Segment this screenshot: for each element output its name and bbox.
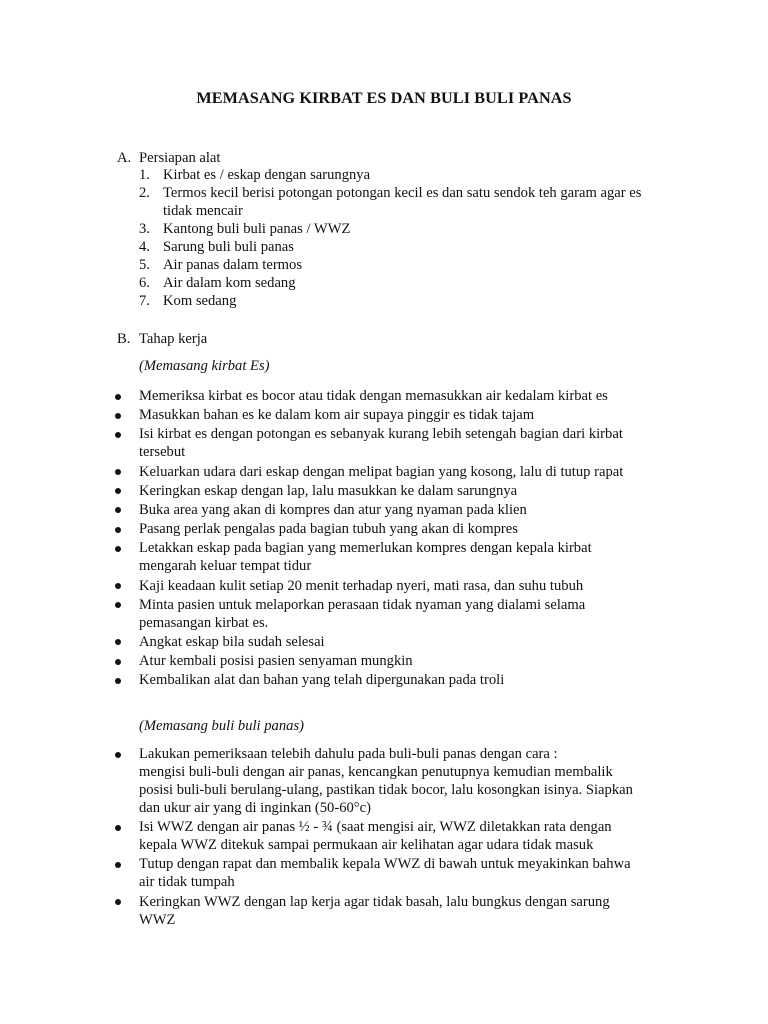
bullet-icon xyxy=(115,639,121,645)
buli-step xyxy=(115,893,675,929)
bullet-icon xyxy=(115,469,121,475)
item-text: Kirbat es / eskap dengan sarungnya xyxy=(163,167,371,183)
kirbat-steps-list xyxy=(115,387,675,690)
step-text: kepala WWZ ditekuk sampai permukaan air kelihatan agar udara tidak masuk xyxy=(139,837,594,854)
item-text: Air dalam kom sedang xyxy=(163,275,296,291)
step-text: tersebut xyxy=(139,444,186,461)
document-title: MEMASANG KIRBAT ES DAN BULI BULI PANAS xyxy=(196,89,572,107)
kirbat-step xyxy=(115,671,675,689)
section-b-heading xyxy=(117,330,207,348)
bullet-icon xyxy=(115,527,121,533)
kirbat-step xyxy=(115,406,675,424)
step-text: pemasangan kirbat es. xyxy=(139,614,269,631)
kirbat-step xyxy=(115,652,675,670)
equipment-item xyxy=(139,166,679,184)
step-text: Kaji keadaan kulit setiap 20 menit terhadap nyeri, mati rasa, dan suhu tubuh xyxy=(139,577,584,594)
step-text: WWZ xyxy=(139,911,176,928)
kirbat-step xyxy=(115,539,675,575)
step-text: Kembalikan alat dan bahan yang telah dipergunakan pada troli xyxy=(139,672,505,689)
item-number: 5. xyxy=(139,257,150,273)
item-text: Kantong buli buli panas / WWZ xyxy=(163,221,351,237)
item-number: 3. xyxy=(139,221,150,237)
item-text: Kom sedang xyxy=(163,293,237,309)
step-text: Isi WWZ dengan air panas ½ - ¾ (saat mengisi air, WWZ diletakkan rata dengan xyxy=(139,819,612,836)
bullet-icon xyxy=(115,752,121,758)
buli-step xyxy=(115,855,675,891)
step-text: posisi buli-buli berulang-ulang, pastikan tidak bocor, lalu kosongkan isinya. Siapkan xyxy=(139,782,633,798)
kirbat-step xyxy=(115,596,675,632)
item-text: tidak mencair xyxy=(163,203,243,219)
item-text: Termos kecil berisi potongan potongan kecil es dan satu sendok teh garam agar es xyxy=(163,185,642,201)
equipment-item xyxy=(139,184,679,220)
bullet-icon xyxy=(115,862,121,868)
step-text: Buka area yang akan di kompres dan atur yang nyaman pada klien xyxy=(139,501,527,518)
step-text: Tutup dengan rapat dan membalik kepala WWZ di bawah untuk meyakinkan bahwa xyxy=(139,856,631,873)
bullet-icon xyxy=(115,825,121,831)
step-text: Minta pasien untuk melaporkan perasaan tidak nyaman yang dialami selama xyxy=(139,596,586,613)
step-text: Angkat eskap bila sudah selesai xyxy=(139,633,325,650)
step-text: dan ukur air yang di inginkan (50-60°c) xyxy=(139,800,371,816)
equipment-list xyxy=(139,166,679,310)
item-text: Air panas dalam termos xyxy=(163,257,303,273)
buli-steps-list xyxy=(115,745,675,930)
step-text: mengarah keluar tempat tidur xyxy=(139,558,312,575)
step-text: Atur kembali posisi pasien senyaman mungkin xyxy=(139,653,413,670)
buli-step xyxy=(115,818,675,854)
step-text: Lakukan pemeriksaan telebih dahulu pada buli-buli panas dengan cara : xyxy=(139,746,558,762)
bullet-icon xyxy=(115,899,121,905)
bullet-icon xyxy=(115,394,121,400)
section-b-letter: B. xyxy=(117,331,131,347)
subheading-kirbat: (Memasang kirbat Es) xyxy=(139,358,270,374)
equipment-item xyxy=(139,220,679,238)
bullet-icon xyxy=(115,413,121,419)
bullet-icon xyxy=(115,659,121,665)
bullet-icon xyxy=(115,678,121,684)
step-text: Keluarkan udara dari eskap dengan melipat bagian yang kosong, lalu di tutup rapat xyxy=(139,463,624,480)
step-text: Memeriksa kirbat es bocor atau tidak dengan memasukkan air kedalam kirbat es xyxy=(139,388,608,404)
bullet-icon xyxy=(115,507,121,513)
kirbat-step xyxy=(115,633,675,651)
bullet-icon xyxy=(115,546,121,552)
kirbat-step xyxy=(115,501,675,519)
step-text: Masukkan bahan es ke dalam kom air supaya pinggir es tidak tajam xyxy=(139,407,535,424)
item-number: 6. xyxy=(139,275,150,291)
section-a-letter: A. xyxy=(117,150,132,166)
kirbat-step xyxy=(115,482,675,500)
subheading-buli: (Memasang buli buli panas) xyxy=(139,718,304,734)
step-text: mengisi buli-buli dengan air panas, kencangkan penutupnya kemudian membalik xyxy=(139,764,613,780)
step-text: Letakkan eskap pada bagian yang memerlukan kompres dengan kepala kirbat xyxy=(139,540,592,557)
bullet-icon xyxy=(115,602,121,608)
equipment-item xyxy=(139,292,679,310)
buli-step xyxy=(115,745,675,817)
step-text: Pasang perlak pengalas pada bagian tubuh yang akan di kompres xyxy=(139,521,518,538)
kirbat-step xyxy=(115,425,675,461)
bullet-icon xyxy=(115,488,121,494)
equipment-item xyxy=(139,274,679,292)
section-a-heading xyxy=(117,149,220,167)
item-text: Sarung buli buli panas xyxy=(163,239,294,255)
bullet-icon xyxy=(115,583,121,589)
equipment-item xyxy=(139,238,679,256)
kirbat-step xyxy=(115,520,675,538)
item-number: 1. xyxy=(139,167,150,183)
kirbat-step xyxy=(115,387,675,405)
kirbat-step xyxy=(115,577,675,595)
bullet-icon xyxy=(115,432,121,438)
item-number: 2. xyxy=(139,185,150,201)
kirbat-step xyxy=(115,463,675,481)
item-number: 7. xyxy=(139,293,150,309)
step-text: Keringkan eskap dengan lap, lalu masukkan ke dalam sarungnya xyxy=(139,482,518,499)
step-text: air tidak tumpah xyxy=(139,874,235,891)
section-b-title: Tahap kerja xyxy=(139,331,208,347)
step-text: Isi kirbat es dengan potongan es sebanyak kurang lebih setengah bagian dari kirbat xyxy=(139,426,623,443)
equipment-item xyxy=(139,256,679,274)
step-text: Keringkan WWZ dengan lap kerja agar tidak basah, lalu bungkus dengan sarung xyxy=(139,893,610,910)
item-number: 4. xyxy=(139,239,150,255)
section-a-title: Persiapan alat xyxy=(139,150,221,166)
